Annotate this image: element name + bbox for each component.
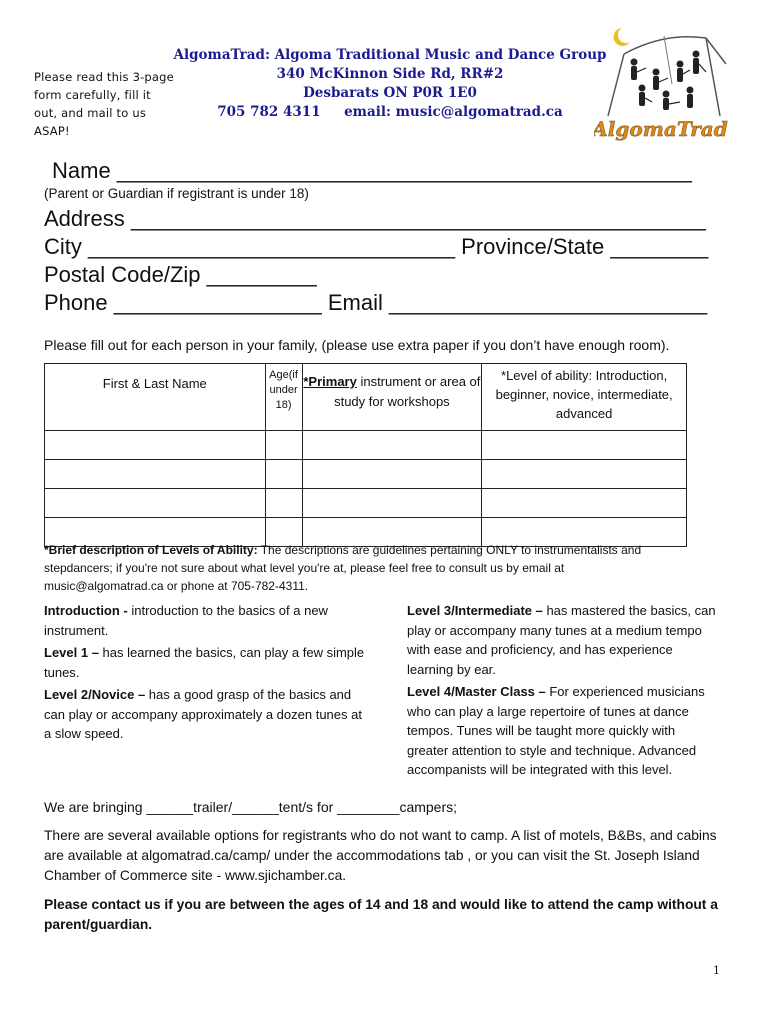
level-heading: Level 3/Intermediate – — [407, 603, 543, 618]
instrument-cell[interactable] — [302, 460, 482, 489]
name-field[interactable]: Name _______________________________________________ — [52, 158, 692, 183]
minor-contact-notice: Please contact us if you are between the ages of 14 and 18 and would like to attend the camp without a parent/guardian. — [44, 897, 718, 932]
primary-label: *Primary — [303, 374, 357, 389]
name-note: (Parent or Guardian if registrant is under 18) — [44, 186, 309, 201]
family-registration-table — [44, 363, 687, 547]
levels-right-column — [407, 601, 719, 780]
table-header-row — [45, 364, 687, 431]
name-cell[interactable] — [45, 489, 266, 518]
level-3 — [407, 601, 719, 679]
logo-text: AlgomaTrad — [594, 117, 728, 141]
age-cell[interactable] — [265, 431, 302, 460]
column-header-age: Age(if under 18) — [265, 364, 302, 431]
level-cell[interactable] — [482, 431, 687, 460]
accommodation-options: There are several available options for registrants who do not want to camp. A list of motels, B&Bs, and cabins are available at algomatrad.ca/camp/ under the accommodations tab , or you can visit the St. Joseph Island Chamber of Commerce site - www.sjichamber.ca. — [44, 828, 717, 883]
age-cell[interactable] — [265, 460, 302, 489]
table-row — [45, 460, 687, 489]
header-city: Desbarats ON P0R 1E0 — [303, 85, 477, 101]
header-contact: 705 782 4311 email: music@algomatrad.ca — [217, 104, 563, 120]
level-cell[interactable] — [482, 460, 687, 489]
algomatrad-logo — [594, 24, 734, 148]
side-note: Please read this 3-page form carefully, fill it out, and mail to us ASAP! — [34, 70, 174, 138]
organization-header — [160, 46, 620, 122]
level-text: introduction to the basics of a new instrument. — [44, 603, 328, 638]
postal-code-field[interactable]: Postal Code/Zip _________ — [44, 262, 317, 287]
level-heading: Level 2/Novice – — [44, 687, 146, 702]
phone-email-field[interactable]: Phone _________________ Email __________________________ — [44, 290, 708, 315]
name-cell[interactable] — [45, 431, 266, 460]
column-header-level: *Level of ability: Introduction, beginner, novice, intermediate, advanced — [482, 364, 687, 431]
level-1 — [44, 643, 370, 682]
page-number: 1 — [713, 964, 720, 977]
instrument-label: instrument or area of study for workshops — [334, 374, 481, 409]
family-instruction: Please fill out for each person in your family, (please use extra paper if you don’t have enough room). — [44, 337, 670, 353]
name-cell[interactable] — [45, 460, 266, 489]
level-heading: Level 1 – — [44, 645, 99, 660]
level-text: has mastered the basics, can play or accompany many tunes at a medium tempo with ease and proficiency, and has experience learning by ear. — [407, 603, 716, 677]
level-4 — [407, 682, 719, 780]
table-row — [45, 489, 687, 518]
level-cell[interactable] — [482, 489, 687, 518]
level-text: For experienced musicians who can play a large repertoire of tunes at dance tempos. Tunes will be taught more quickly with greater attention to style and technique. Advanced accompanists will be integrated with this level. — [407, 684, 705, 777]
level-heading: Level 4/Master Class – — [407, 684, 546, 699]
levels-description-text: The descriptions are guidelines pertaining ONLY to instrumentalists and stepdancers; if you're not sure about what level you're at, please feel free to consult us by email at music@algomatrad.ca or phone at 705-782-4311. — [44, 543, 642, 593]
levels-description — [44, 541, 684, 595]
city-province-field[interactable]: City ______________________________ Province/State ________ — [44, 234, 709, 259]
address-field[interactable]: Address _______________________________________________ — [44, 206, 706, 231]
levels-left-column — [44, 601, 370, 744]
table-row — [45, 431, 687, 460]
instrument-cell[interactable] — [302, 489, 482, 518]
levels-description-heading: *Brief description of Levels of Ability: — [44, 543, 258, 557]
age-cell[interactable] — [265, 489, 302, 518]
level-2 — [44, 685, 370, 744]
column-header-name: First & Last Name — [45, 364, 266, 431]
camping-equipment-field[interactable]: We are bringing ______trailer/______tent/s for ________campers; — [44, 799, 458, 815]
header-title: AlgomaTrad: Algoma Traditional Music and Dance Group — [173, 47, 607, 63]
level-text: has learned the basics, can play a few simple tunes. — [44, 645, 365, 680]
instrument-cell[interactable] — [302, 431, 482, 460]
level-heading: Introduction - — [44, 603, 128, 618]
level-introduction — [44, 601, 370, 640]
level-text: has a good grasp of the basics and can play or accompany approximately a dozen tunes at a slow speed. — [44, 687, 362, 741]
header-address: 340 McKinnon Side Rd, RR#2 — [276, 66, 504, 82]
column-header-instrument — [302, 364, 482, 431]
